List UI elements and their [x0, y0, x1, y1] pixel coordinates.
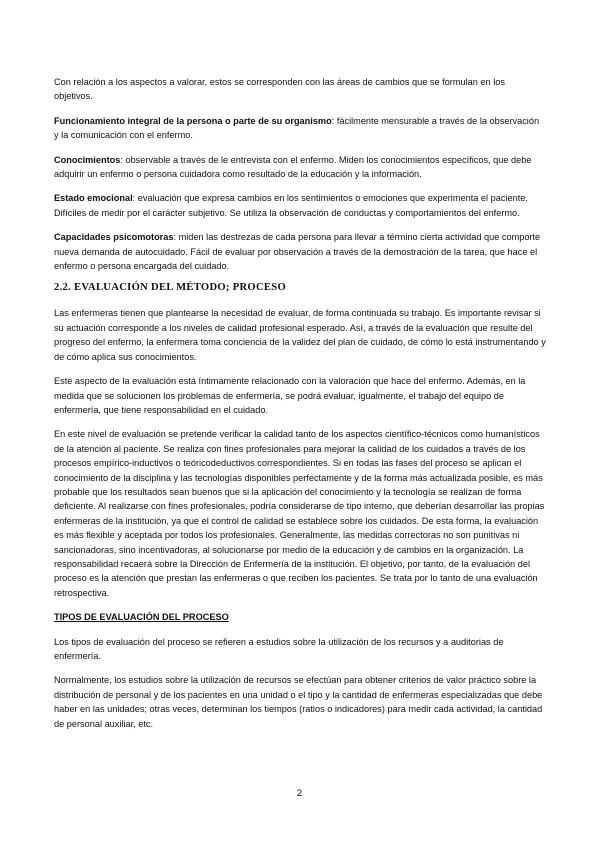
- aspect-description: : observable a través de le entrevista con el enfermo. Miden los conocimientos específicos, que debe adquirir un enfermo o persona cuidadora como resultado de la educación y la información.: [54, 154, 532, 180]
- aspect-description: : evaluación que expresa cambios en los sentimientos o emociones que experimenta el paciente. Difíciles de medir por el carácter subjetivo. Se utiliza la observación de conductas y comportamientos del enfermo.: [54, 193, 528, 218]
- section-paragraph: En este nivel de evaluación se pretende verificar la calidad tanto de los aspectos científico-técnicos como humanísticos de la atención al paciente. Se realiza con fines profesionales para mejorar la calidad de los cuidados a través de los procesos empírico-inductivos o teóricodeductivos correspondientes. Si en todas las fases del proceso se aplican el conocimiento de la disciplina y las tecnologías disponibles perfectamente y de la forma más actualizada posible, es más probable que los resultados sean buenos que si la aplicación del conocimiento y la tecnología se realizan de forma deficiente. Al realizarse con fines profesionales, podría considerarse de tipo interno, que deberían desarrollar las propias enfermeras de la institución, ya que el control de calidad se establece sobre los cuidados. De esta forma, la evaluación es más flexible y aceptada por todos los profesionales. Generalmente, las medidas correctoras no son punitivas ni sancionadoras, sino incentivadoras, al solucionarse por medio de la educación y de cambios en la organización. La responsabilidad recaerá sobre la Dirección de Enfermería de la institución. El objetivo, por tanto, de la evaluación del proceso es la atención que prestan las enfermeras o que reciben los pacientes. Se trata por lo tanto de una evaluación retrospectiva.: [54, 429, 545, 598]
- aspect-item-conocimientos: [54, 153, 546, 182]
- subsection-paragraph: Los tipos de evaluación del proceso se refieren a estudios sobre la utilización de los recursos y a auditorias de enfermería.: [54, 636, 504, 661]
- aspect-term: Funcionamiento integral de la persona o parte de su organismo: [54, 115, 332, 126]
- aspect-item-funcionamiento: [54, 114, 546, 143]
- aspect-description: : fácilmente mensurable a través de la observación y la comunicación con el enfermo.: [54, 115, 540, 141]
- subsection-heading: TIPOS DE EVALUACIÓN DEL PROCESO: [54, 612, 229, 623]
- aspect-item-capacidades: [54, 230, 546, 273]
- section-paragraph: Este aspecto de la evaluación está íntimamente relacionado con la valoración que hace del enfermo. Además, en la medida que se solucionen los problemas de enfermería, se podrá evaluar, igualmente, el trabajo del equipo de enfermería, que tiene responsabilidad en el cuidado.: [54, 376, 526, 415]
- intro-paragraph: Con relación a los aspectos a valorar, estos se corresponden con las áreas de cambios que se formulan en los objetivos.: [54, 77, 505, 102]
- aspect-term: Conocimientos: [54, 154, 121, 165]
- section-heading: 2.2. EVALUACIÓN DEL MÉTODO; PROCESO: [54, 282, 287, 294]
- document-body: [54, 75, 546, 741]
- aspect-term: Estado emocional: [54, 193, 133, 204]
- aspect-description: : miden las destrezas de cada persona para llevar a término cierta actividad que comporte nueva demanda de autocuidado. Fácil de evaluar por observación a través de la demostración de la tarea, que hace el enfermo o persona encargada del cuidado.: [54, 232, 541, 272]
- section-paragraph: Las enfermeras tienen que plantearse la necesidad de evaluar, de forma continuada su trabajo. Es importante revisar si su actuación corresponde a los niveles de calidad profesional esperado. Así, a través de la evaluación que resulte del progreso del enfermo, la enfermera toma conciencia de la validez del plan de cuidado, de cómo lo está instrumentando y de cómo aplica sus conocimientos.: [54, 308, 546, 362]
- page-number: 2: [296, 788, 303, 799]
- aspect-item-estado-emocional: [54, 191, 546, 220]
- subsection-paragraph: Normalmente, los estudios sobre la utilización de recursos se efectúan para obtener criterios de valor práctico sobre la distribución de personal y de los pacientes en una unidad o el tipo y la cantidad de enfermeras especializadas que debe haber en las unidades; otras veces, determinan los tiempos (ratios o indicadores) para medir cada actividad, la cantidad de personal auxiliar, etc.: [54, 675, 543, 729]
- aspect-term: Capacidades psicomotoras: [54, 232, 174, 243]
